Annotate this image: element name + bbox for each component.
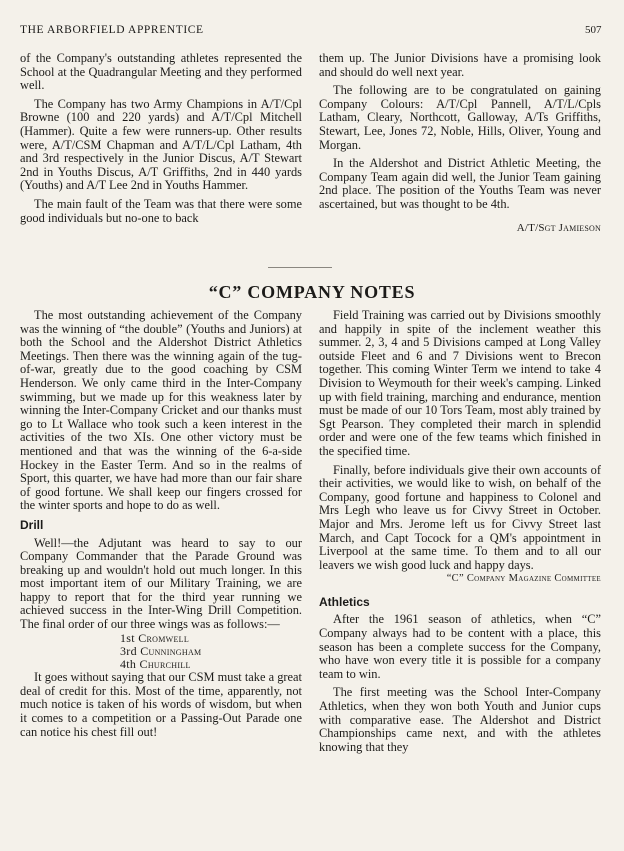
right-column — [319, 309, 601, 754]
paragraph: It goes without saying that our CSM must take a great deal of credit for this. Most of the time, apparently, not much notice is taken of his words of wisdom, but when it comes to a competition or a Passing-Out Parade one can notice his chest fill out! — [20, 670, 302, 739]
drill-results-list — [120, 632, 302, 672]
place: 4th — [120, 657, 137, 672]
wing-name: Cunningham — [140, 643, 202, 658]
athletics-heading: Athletics — [319, 594, 370, 609]
committee-signature: “C” Company Magazine Committee — [446, 573, 601, 585]
paragraph: In the Aldershot and District Athletic Meeting, the Company Team again did well, the Junior Team gaining 2nd place. The position of the Youths Team was never ascertained, but was thought to be 4th. — [319, 156, 601, 211]
drill-heading: Drill — [20, 517, 44, 532]
paragraph: After the 1961 season of athletics, when “C” Company always had to be content with a place, this season has been a complete success for the Company, who have won every title it is possible for a company team to win. — [319, 612, 601, 681]
top-right-column — [319, 52, 601, 235]
top-left-column — [20, 52, 302, 225]
paragraph: The following are to be congratulated on gaining Company Colours: A/T/Cpl Pannell, A/T/L/Cpls Latham, Cleary, Northcott, Galloway, A/Ts Griffiths, Stewart, Lee, Jones 72, Noble, Hills, Oliver, Young and Morgan. — [319, 83, 601, 152]
wing-name: Churchill — [139, 657, 191, 672]
author-signature: A/T/Sgt Jamieson — [516, 221, 601, 234]
paragraph: Field Training was carried out by Divisions smoothly and happily in spite of the inclement weather this summer. 2, 3, 4 and 5 Divisions camped at Long Valley outside Fleet and 6 and 7 Divisions went to Brecon together. This coming Winter Term we intend to take 4 Division to Weymouth for their week's camping. Linked up with field training, marching and endurance, mention must be made of our 10 Tors Team, most ably trained by Sgt Pearson. They completed their march in splendid order and were one of the few teams which finished in the specified time. — [319, 308, 601, 458]
paragraph: The first meeting was the School Inter-Company Athletics, when they won both Youth and Junior cups with comparative ease. The Aldershot and District Championships came next, and with the athletes knowing that they — [319, 685, 601, 754]
paragraph: them up. The Junior Divisions have a promising look and should do well next year. — [319, 51, 601, 79]
section-divider — [268, 267, 332, 268]
paragraph: The Company has two Army Champions in A/T/Cpl Browne (100 and 220 yards) and A/T/Cpl Mitchell (Hammer). Quite a few were runners-up. Other results were, A/T/CSM Chapman and A/T/L/Cpl Latham, 4th and 3rd respectively in the Junior Discus, A/T Stewart 2nd in Youths Discus, A/T Griffiths, 2nd in 440 yards (Youths) and A/T Lee 2nd in Youths Hammer. — [20, 96, 302, 193]
running-header-title: THE ARBORFIELD APPRENTICE — [20, 24, 204, 36]
paragraph: Finally, before individuals give their own accounts of their activities, we would like to wish, on behalf of the Company, good fortune and happiness to Colonel and Mrs Legh who leave us for Civvy Street in October. Major and Mrs. Jerome left us for Civvy Street last March, and Capt Tocock for a QM's appointment in Liverpool at the same time. To them and to all our leavers we wish good luck and happy days. — [319, 462, 601, 572]
section-title: “C” COMPANY NOTES — [208, 282, 416, 302]
paragraph: The main fault of the Team was that there were some good individuals but no-one to back — [20, 196, 302, 225]
paragraph: of the Company's outstanding athletes represented the School at the Quadrangular Meeting and they performed well. — [20, 51, 302, 93]
paragraph: Well!—the Adjutant was heard to say to our Company Commander that the Parade Ground was breaking up and wouldn't hold out much longer. In this most important item of our Military Training, we are happy to report that for the third year running we achieved success in the Inter-Wing Drill Competition. The final order of our three wings was as follows:— — [20, 535, 302, 632]
place: 3rd — [120, 643, 137, 658]
page-number: 507 — [585, 24, 602, 36]
wing-name: Cromwell — [138, 630, 190, 645]
paragraph: The most outstanding achievement of the Company was the winning of “the double” (Youths and Juniors) at both the School and the Aldershot District Athletics Meetings. Then there was the winning again of the tug-of-war, greatly due to the good coaching by CSM Henderson. We only came third in the Inter-Company swimming, but we made up for this weakness later by winning the Inter-Company Cricket and our thanks must go to Lt Wallace who took such a keen interest in the activities of the two XIs. One other victory must be mentioned and that was the winning of the 6-a-side Hockey in the Easter Term. And so in the realms of Sport, this quarter, we have had more than our fair share of good fortune. We shall keep our fingers crossed for the winter sports and hope to do as well. — [20, 308, 302, 513]
left-column — [20, 309, 302, 739]
place: 1st — [120, 630, 135, 645]
